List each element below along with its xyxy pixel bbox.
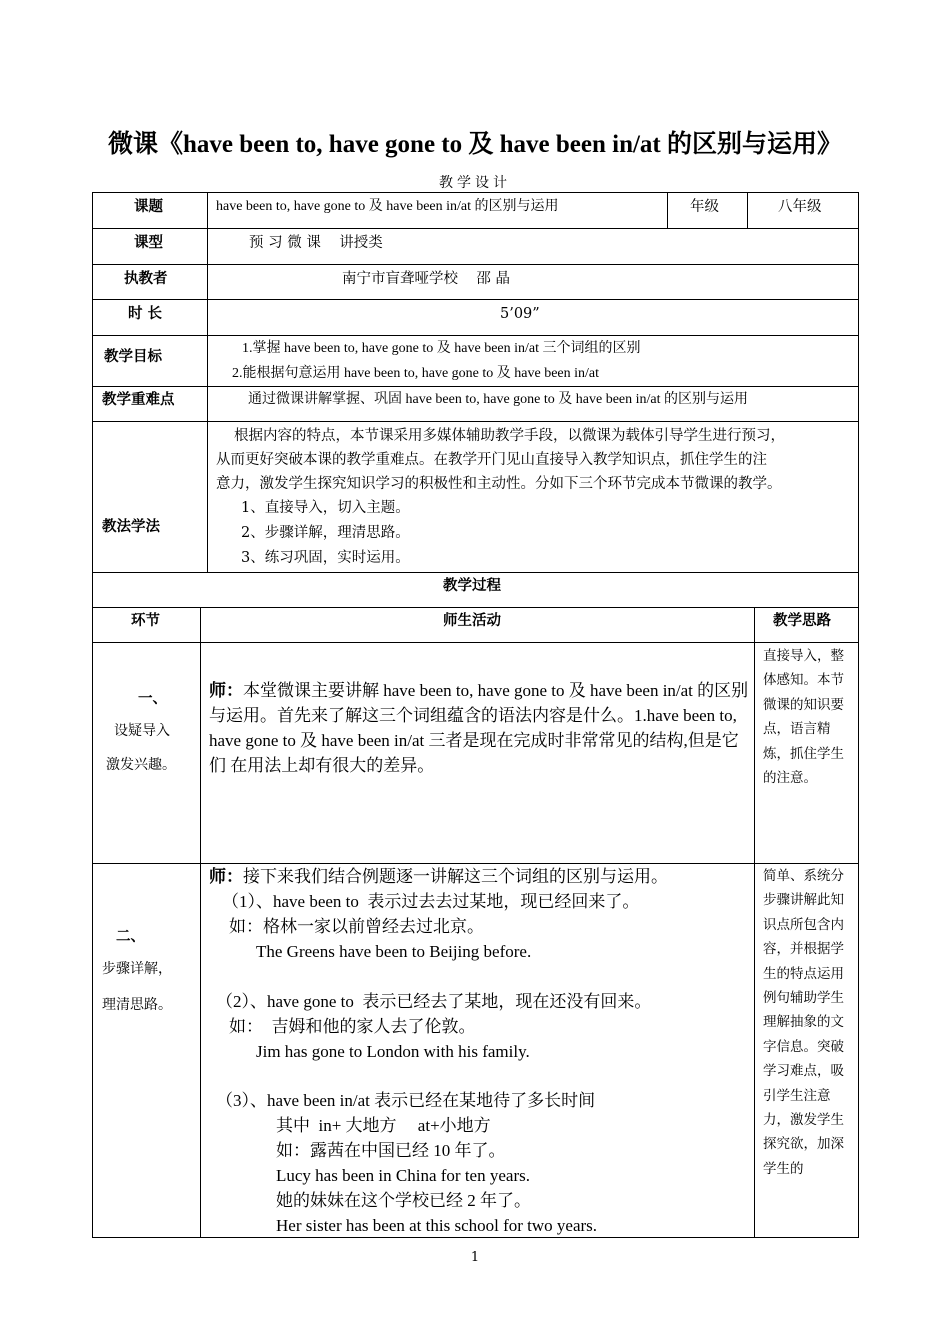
stage-1-number: 一、 <box>138 690 167 707</box>
duration-label: 时 长 <box>128 305 163 322</box>
teacher-label: 执教者 <box>124 270 168 287</box>
document-title: 微课《have been to, have gone to 及 have been in/at 的区别与运用》 <box>107 131 843 158</box>
stage-2-line-2: 如：格林一家以前曾经去过北京。 <box>229 917 484 936</box>
cell-method-label <box>92 421 208 573</box>
stage-2-intro <box>209 864 668 889</box>
stage-2-name-line2: 理清思路。 <box>102 997 172 1013</box>
duration-value: 5’09” <box>500 306 540 322</box>
col-thinking: 教学思路 <box>773 612 831 629</box>
stage-2-line-8: 其中 in+ 大地方 at+小地方 <box>276 1116 491 1135</box>
stage-2-line-6: Jim has gone to London with his family. <box>256 1042 530 1061</box>
method-step-1: 1、直接导入，切入主题。 <box>241 500 410 516</box>
method-step-3: 3、练习巩固，实时运用。 <box>241 550 410 566</box>
method-line-3: 意力，激发学生探究知识学习的积极性和主动性。分如下三个环节完成本节微课的教学。 <box>216 476 782 492</box>
grade-label: 年级 <box>690 199 719 215</box>
col-stage: 环节 <box>131 612 160 629</box>
stage-1-activity-text: 本堂微课主要讲解 have been to, have gone to 及 have been in/at 的区别与运用。首先来了解这三个词组蕴含的语法内容是什么。1.have been to, have gone to 及 have been in/at 三者是现在完成时非常常见的结构,但是它们 在用法上却有很大的差异。 <box>209 681 749 775</box>
goal-2: 2.能根据句意运用 have been to, have gone to 及 have been in/at <box>232 366 600 381</box>
key-value: 通过微课讲解掌握、巩固 have been to, have gone to 及 have been in/at 的区别与运用 <box>248 392 749 407</box>
process-heading: 教学过程 <box>443 577 501 594</box>
page-number: 1 <box>470 1250 480 1265</box>
col-activity: 师生活动 <box>443 612 501 629</box>
stage-2-line-4: （2）、have gone to 表示已经去了某地，现在还没有回来。 <box>216 992 652 1011</box>
stage-2-line-10: Lucy has been in China for ten years. <box>276 1166 530 1185</box>
stage-2-intro-text: 接下来我们结合例题逐一讲解这三个词组的区别与运用。 <box>243 867 668 886</box>
type-label: 课型 <box>134 234 163 251</box>
stage-2-line-3: The Greens have been to Beijing before. <box>256 942 532 961</box>
key-label: 教学重难点 <box>102 391 175 408</box>
cell-teacher-value <box>207 264 859 300</box>
stage-1-activity <box>209 678 749 778</box>
goal-label: 教学目标 <box>104 348 162 365</box>
stage-1-teacher-tag: 师： <box>209 681 243 700</box>
stage-2-line-7: （3）、have been in/at 表示已经在某地待了多长时间 <box>216 1091 596 1110</box>
method-step-2: 2、步骤详解，理清思路。 <box>241 525 410 541</box>
stage-2-number: 二、 <box>116 928 145 945</box>
stage-1-name-line1: 设疑导入 <box>114 723 170 739</box>
stage-2-teacher-tag: 师： <box>209 867 243 886</box>
topic-value: have been to, have gone to 及 have been in/at 的区别与运用 <box>216 199 559 214</box>
cell-stage-1 <box>92 642 201 864</box>
stage-1-thinking: 直接导入，整体感知。本节微课的知识要点，语言精炼，抓住学生的注意。 <box>763 648 844 787</box>
method-label: 教法学法 <box>102 518 160 535</box>
cell-stage-2 <box>92 863 201 1238</box>
stage-2-line-1: （1）、have been to 表示过去去过某地，现已经回来了。 <box>222 892 640 911</box>
method-line-1: 根据内容的特点，本节课采用多媒体辅助教学手段，以微课为载体引导学生进行预习， <box>234 428 785 444</box>
goal-1: 1.掌握 have been to, have gone to 及 have been in/at 三个词组的区别 <box>242 341 641 356</box>
type-value: 预 习 微 课 讲授类 <box>249 235 383 251</box>
stage-2-thinking: 简单、系统分步骤讲解此知识点所包含内容，并根据学生的特点运用例句辅助学生理解抽象的文字信息。突破学习难点，吸引学生注意力，激发学生探究欲，加深学生的 <box>763 868 844 1177</box>
grade-value: 八年级 <box>778 199 822 215</box>
stage-2-line-12: Her sister has been at this school for two years. <box>276 1216 598 1235</box>
method-line-2: 从而更好突破本课的教学重难点。在教学开门见山直接导入教学知识点，抓住学生的注 <box>216 452 767 468</box>
stage-1-name-line2: 激发兴趣。 <box>106 757 176 773</box>
stage-2-line-9: 如：露茜在中国已经 10 年了。 <box>276 1141 506 1160</box>
teacher-value: 南宁市盲聋哑学校 邵 晶 <box>342 271 511 287</box>
stage-2-line-11: 她的妹妹在这个学校已经 2 年了。 <box>276 1191 531 1210</box>
stage-2-name-line1: 步骤详解， <box>102 961 172 977</box>
document-subtitle: 教学设计 <box>439 175 511 191</box>
topic-label: 课题 <box>134 198 163 215</box>
stage-2-line-5: 如： 吉姆和他的家人去了伦敦。 <box>229 1017 476 1036</box>
